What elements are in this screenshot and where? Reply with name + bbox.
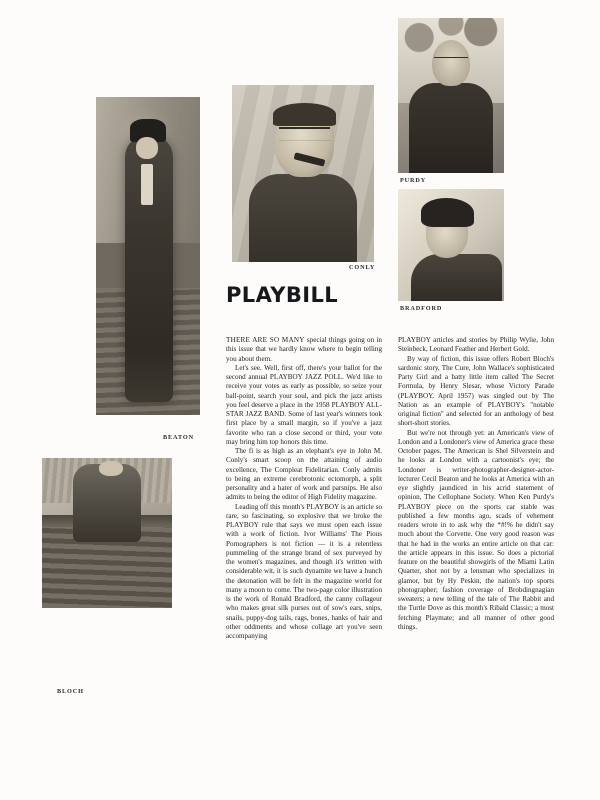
paragraph-left-3: The fi is as high as an elephant's eye in John M. Conly's smart scoop on the attaining of audio excellence, The Compleat Fidelitarian. Conly admits to being an extreme cerebrotonic ectomorph, a split personality and a hater of work and parsnips. He also admits to being the editor of High Fidelity magazine. xyxy=(226,447,382,502)
photo-bradford-shoulder xyxy=(411,254,502,301)
photo-bradford xyxy=(398,189,504,301)
photo-bradford-hair xyxy=(421,198,474,227)
article-column-right xyxy=(398,336,554,632)
photo-bloch-head xyxy=(99,461,122,476)
photo-beaton-shirt xyxy=(141,164,153,205)
photo-conly-body xyxy=(249,174,357,263)
photo-conly-glasses xyxy=(279,127,330,141)
paragraph-left-1-text: special things going on in this issue that we hardly know where to begin telling you about them. xyxy=(226,336,382,363)
photo-purdy xyxy=(398,18,504,173)
page-title: PLAYBILL xyxy=(226,283,339,307)
caption-bradford: BRADFORD xyxy=(400,305,443,312)
photo-bloch xyxy=(42,458,172,608)
photo-beaton-face xyxy=(136,137,159,159)
photo-purdy-glasses xyxy=(434,57,468,66)
lead-small-caps: THERE ARE SO MANY xyxy=(226,336,305,344)
caption-beaton: BEATON xyxy=(163,434,194,441)
paragraph-right-3: But we're not through yet: an American's view of London and a Londoner's view of America grace these October pages. The American is Shel Silverstein and he looks at London with a cartoonist's eye; the Londoner is writer-photographer-designer-actor-lecturer Cecil Beaton and he looks at America with an eye slightly jaundiced in his acrid statement of opinion, The Cellophane Society. When Ken Purdy's PLAYBOY piece on the sports car stable was published a few months ago, scads of vehement readers wrote in to ask why the *#!% he didn't say much about the Corvette. One very good reason was that he had in the works an entire article on that car: the article appears in this issue. So does a pictorial feature on the beautiful showgirls of the Miami Latin Quarter, shot not by a lensman who specializes in glamor, but by Hy Peskin, the nation's top sports photographer; fashion coverage of Brobdingnagian sweaters; a new telling of the tale of The Rabbit and the Turtle Dove as this month's Ribald Classic; a most fetching Playmate; and all manner of other good things. xyxy=(398,428,554,631)
paragraph-left-2: Let's see. Well, first off, there's your ballot for the second annual PLAYBOY JAZZ POLL. We'd like to receive your votes as early as possible, so seize your ball-point, search your soul, and pick the jazz artists you feel deserve a place in the 1958 PLAYBOY ALL-STAR JAZZ BAND. Some of last year's winners took first place by a small margin, so if you've a jazz favorite who ran a close second or third, your vote may bring him top honors this time. xyxy=(226,363,382,446)
photo-conly-hair xyxy=(273,103,335,126)
caption-bloch: BLOCH xyxy=(57,688,84,695)
paragraph-right-2: By way of fiction, this issue offers Robert Bloch's sardonic story, The Cure, John Wallace's sophisticated Party Girl and a batty little item called The Secret Formula, by Henry Slesar, whose Victory Parade (PLAYBOY, April 1957) was singled out by The Nation as an example of PLAYBOY's "notable original fiction" and selected for an anthology of best short-short stories. xyxy=(398,354,554,428)
photo-beaton xyxy=(96,97,200,415)
paragraph-left-4: Leading off this month's PLAYBOY is an article so rare, so fascinating, so explosive that we broke the PLAYBOY rule that says we must open each issue with a work of fiction. Ivor Williams' The Pious Pornographers is not fiction — it is a relentless pummeling of the strange brand of sex purveyed by the women's magazines, and though it's written with considerable wit, it is such dynamite we have a hunch the detonation will be felt in the magazine world for many a moon to come. The two-page color illustration is the work of Ronald Bradford, the canny collageur who makes great silk purses out of sow's ears, snips, snails, puppy-dog tails, rags, bones, hanks of hair and other oddments and whose collage art you've seen accompanying xyxy=(226,502,382,640)
paragraph-left-1 xyxy=(226,336,382,364)
article-column-left xyxy=(226,336,382,641)
paragraph-right-1: PLAYBOY articles and stories by Philip Wylie, John Steinbeck, Leonard Feather and Herbert Gold. xyxy=(398,336,554,354)
photo-conly xyxy=(232,85,374,262)
photo-purdy-torso xyxy=(409,83,494,173)
caption-conly: CONLY xyxy=(349,264,376,271)
caption-purdy: PURDY xyxy=(400,177,427,184)
